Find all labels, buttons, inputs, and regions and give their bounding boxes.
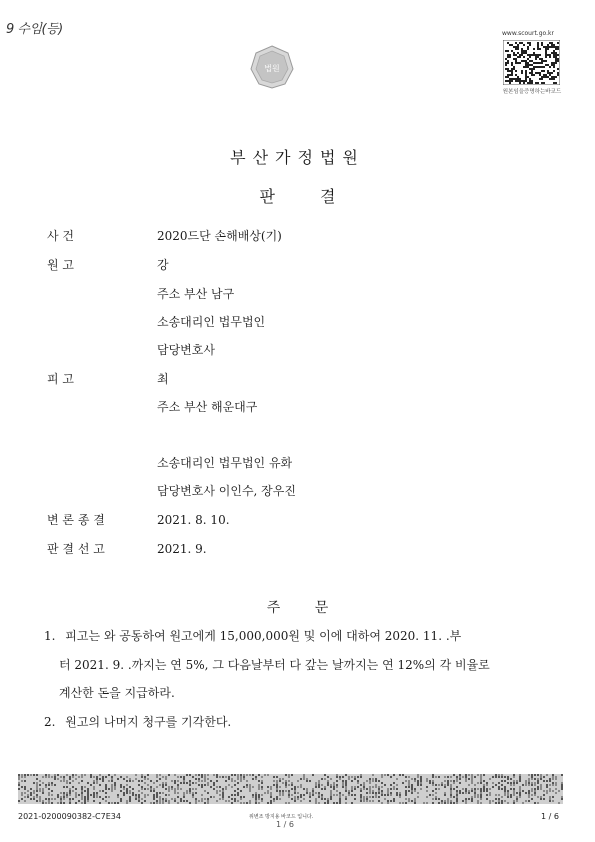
party-value: 담당변호사 이인수, 장우진 — [157, 484, 296, 498]
item-line: 원고의 나머지 청구를 기각한다. — [65, 715, 232, 729]
party-row — [47, 511, 230, 528]
item-number: 1. — [44, 629, 56, 643]
party-row — [47, 256, 169, 273]
barcode-note: 위변조 방지용 바코드 입니다. — [249, 814, 314, 820]
qr-url: www.scourt.go.kr — [502, 30, 554, 37]
party-row — [157, 285, 234, 302]
anti-forgery-barcode — [18, 774, 563, 804]
center-page-number: 1 / 6 — [276, 820, 294, 829]
party-label: 사 건 — [47, 229, 74, 243]
court-seal-icon — [250, 45, 294, 89]
party-value: 소송대리인 법무법인 유화 — [157, 456, 293, 470]
party-value: 소송대리인 법무법인 — [157, 315, 266, 329]
judgment-heading: 주 문 — [266, 600, 329, 616]
party-row — [157, 398, 257, 415]
seal-text: 법원 — [264, 64, 280, 73]
judgment-item-1-line-2: 터 2021. 9. .까지는 연 5%, 그 다음날부터 다 갚는 날까지는 연 12%의 각 비율로 — [59, 658, 490, 672]
party-row — [47, 227, 282, 244]
party-label: 변 론 종 결 — [47, 513, 105, 527]
verification-qr-code — [503, 40, 560, 85]
document-type: 판 결 — [259, 187, 336, 206]
court-name: 부산가정법원 — [230, 148, 365, 167]
party-value: 2021. 9. — [157, 542, 207, 556]
party-row — [157, 341, 215, 358]
party-row — [157, 482, 296, 499]
party-row — [47, 370, 169, 387]
judgment-item-2 — [44, 713, 231, 730]
page-number: 1 / 6 — [541, 812, 559, 821]
party-row — [47, 540, 207, 557]
handwritten-note: 9 수임(등) — [6, 22, 63, 37]
judgment-item-1 — [44, 627, 461, 644]
party-label: 판 결 선 고 — [47, 542, 105, 556]
party-value: 2021. 8. 10. — [157, 513, 230, 527]
party-label: 피 고 — [47, 372, 74, 386]
party-value: 주소 부산 해운대구 — [157, 400, 258, 414]
party-value: 2020드단 손해배상(기) — [157, 229, 282, 243]
judgment-item-1-line-3: 계산한 돈을 지급하라. — [59, 686, 175, 700]
party-row — [157, 454, 292, 471]
party-label: 원 고 — [47, 258, 74, 272]
party-value: 강 — [157, 258, 169, 272]
item-number: 2. — [44, 715, 56, 729]
item-line: 피고는 와 공동하여 원고에게 15,000,000원 및 이에 대하여 2020. 11. .부 — [65, 629, 462, 643]
document-id: 2021-0200090382-C7E34 — [18, 812, 121, 821]
party-value: 최 — [157, 372, 169, 386]
party-row — [157, 313, 265, 330]
party-value: 주소 부산 남구 — [157, 287, 235, 301]
party-value: 담당변호사 — [157, 343, 215, 357]
qr-caption: 원본임을증명하는바코드 — [502, 89, 562, 95]
